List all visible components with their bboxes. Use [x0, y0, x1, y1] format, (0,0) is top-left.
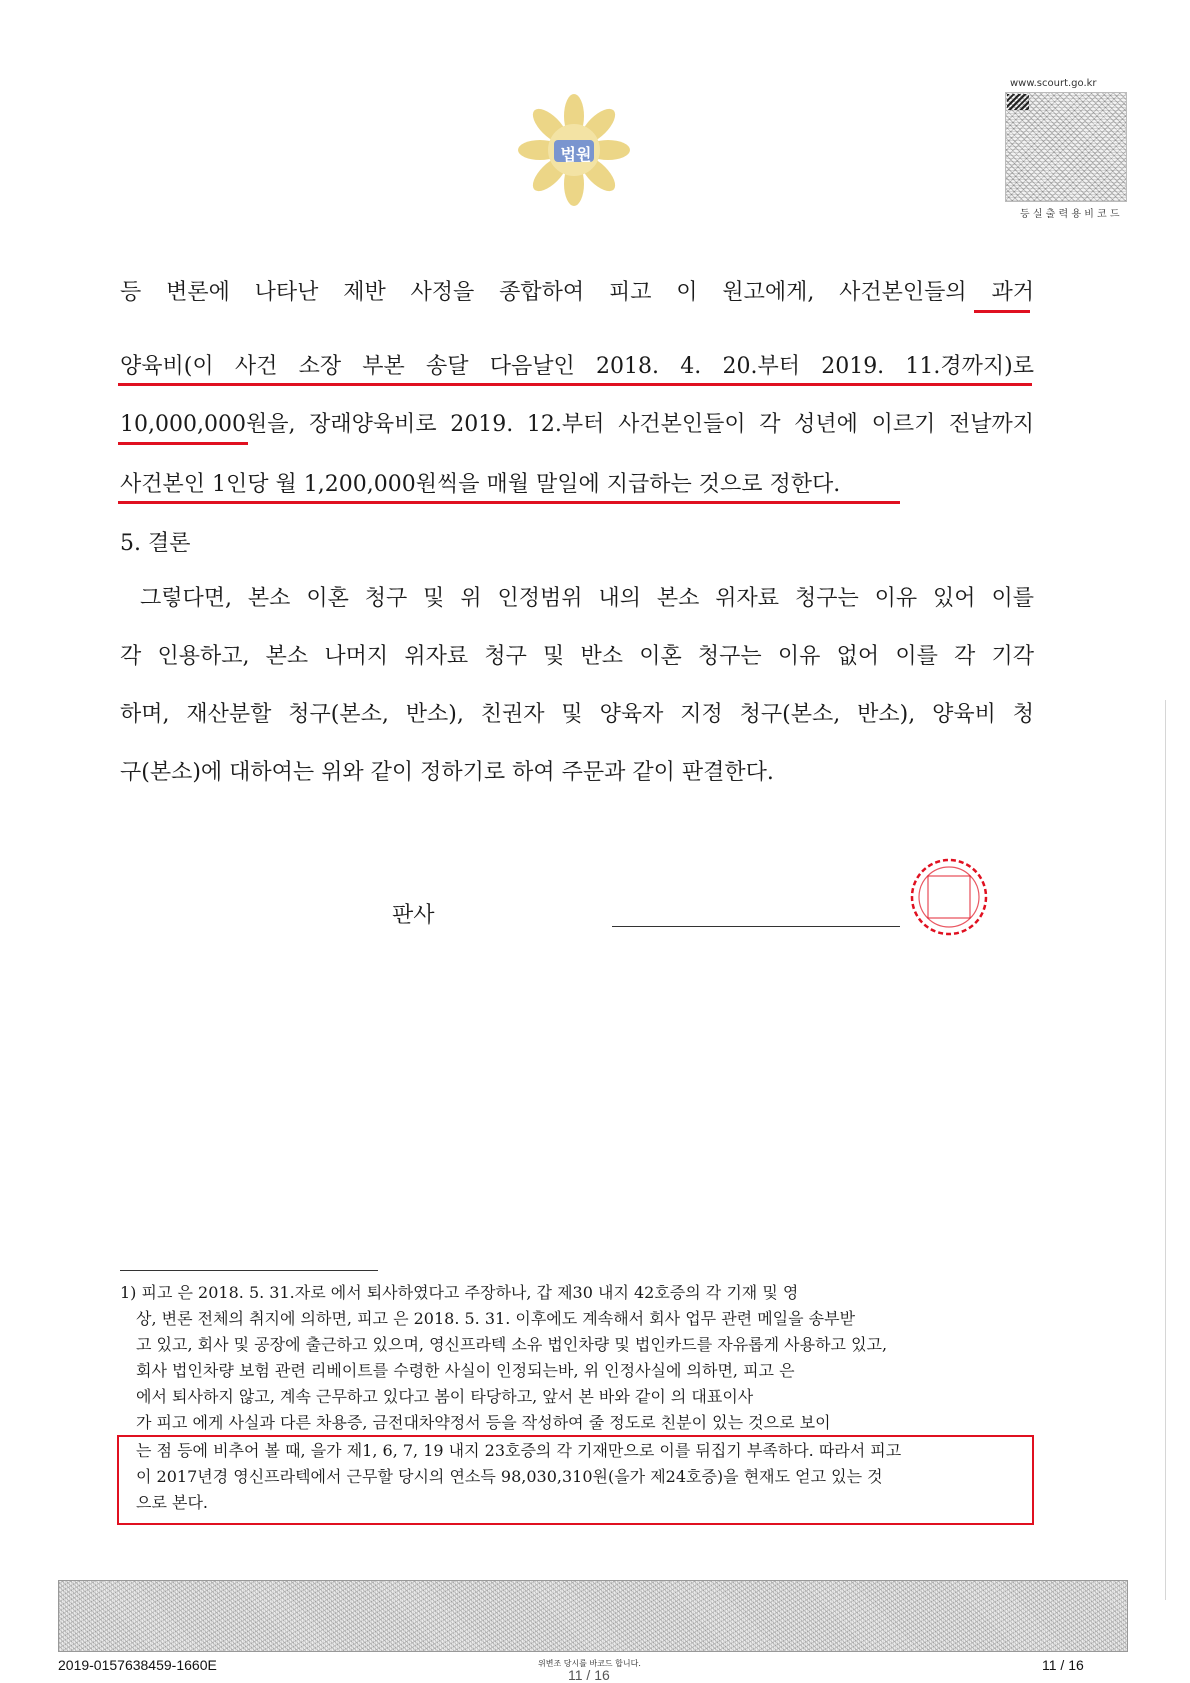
section-heading-conclusion: 5. 결론	[120, 531, 191, 556]
footnote-line-9: 으로 본다.	[136, 1493, 208, 1512]
highlight-underline-4	[118, 501, 900, 504]
conclusion-line-2: 각 인용하고, 본소 나머지 위자료 청구 및 반소 이혼 청구는 이유 없어 이를 각 기각	[120, 644, 1034, 669]
document-id: 2019-0157638459-1660E	[58, 1657, 217, 1673]
page-number-center: 11 / 16	[568, 1667, 610, 1683]
judge-seal-icon	[908, 856, 990, 938]
barcode-note: 위변조 당시를 바코드 합니다.	[538, 1659, 641, 1668]
conclusion-line-4: 구(본소)에 대하여는 위와 같이 정하기로 하여 주문과 같이 판결한다.	[120, 760, 774, 785]
court-emblem-label: 법원	[560, 145, 592, 164]
verification-code-corner-mark	[1007, 94, 1029, 110]
footnote-line-1: 1) 피고 은 2018. 5. 31.자로 에서 퇴사하였다고 주장하나, 갑 제30 내지 42호증의 각 기재 및 영	[120, 1283, 799, 1302]
footnote-line-2: 상, 변론 전체의 취지에 의하면, 피고 은 2018. 5. 31. 이후에도 계속해서 회사 업무 관련 메일을 송부받	[136, 1309, 856, 1328]
verification-url: www.scourt.go.kr	[1010, 78, 1097, 89]
footnote-line-3: 고 있고, 회사 및 공장에 출근하고 있으며, 영신프라텍 소유 법인차량 및 법인카드를 자유롭게 사용하고 있고,	[136, 1335, 888, 1354]
body-line-4: 사건본인 1인당 월 1,200,000원씩을 매월 말일에 지급하는 것으로 정한다.	[120, 472, 841, 497]
judge-label: 판사	[392, 903, 435, 928]
footnote-highlight-box	[117, 1435, 1034, 1525]
footnote-line-4: 회사 법인차량 보험 관련 리베이트를 수령한 사실이 인정되는바, 위 인정사실에 의하면, 피고 은	[136, 1361, 795, 1380]
document-barcode	[58, 1580, 1128, 1652]
conclusion-line-1: 그렇다면, 본소 이혼 청구 및 위 인정범위 내의 본소 위자료 청구는 이유 있어 이를	[140, 586, 1034, 611]
body-line-3: 10,000,000원을, 장래양육비로 2019. 12.부터 사건본인들이 각 성년에 이르기 전날까지	[120, 412, 1034, 437]
highlight-underline-2	[118, 383, 1032, 386]
footnote-line-6: 가 피고 에게 사실과 다른 차용증, 금전대차약정서 등을 작성하여 줄 정도로 친분이 있는 것으로 보이	[136, 1413, 831, 1432]
verification-code-caption: 등 실 출 력 용 비 코 드	[1020, 209, 1120, 220]
conclusion-line-3: 하며, 재산분할 청구(본소, 반소), 친권자 및 양육자 지정 청구(본소, 반소), 양육비 청	[120, 702, 1034, 727]
body-line-2: 양육비(이 사건 소장 부본 송달 다음날인 2018. 4. 20.부터 2019. 11.경까지)로	[120, 354, 1034, 379]
footnote-separator	[120, 1270, 378, 1271]
footnote-line-8: 이 2017년경 영신프라텍에서 근무할 당시의 연소득 98,030,310원(을가 제24호증)을 현재도 얻고 있는 것	[136, 1467, 883, 1486]
body-line-1: 등 변론에 나타난 제반 사정을 종합하여 피고 이 원고에게, 사건본인들의 과거	[120, 280, 1034, 305]
page-number: 11 / 16	[1042, 1657, 1084, 1673]
footnote-line-5: 에서 퇴사하지 않고, 계속 근무하고 있다고 봄이 타당하고, 앞서 본 바와 같이 의 대표이사	[136, 1387, 754, 1406]
scan-margin-line	[1165, 700, 1166, 1600]
signature-line	[612, 926, 900, 927]
highlight-underline-3	[118, 442, 248, 445]
footnote-line-7: 는 점 등에 비추어 볼 때, 을가 제1, 6, 7, 19 내지 23호증의 각 기재만으로 이를 뒤집기 부족하다. 따라서 피고	[136, 1441, 902, 1460]
highlight-underline-1	[974, 310, 1030, 313]
